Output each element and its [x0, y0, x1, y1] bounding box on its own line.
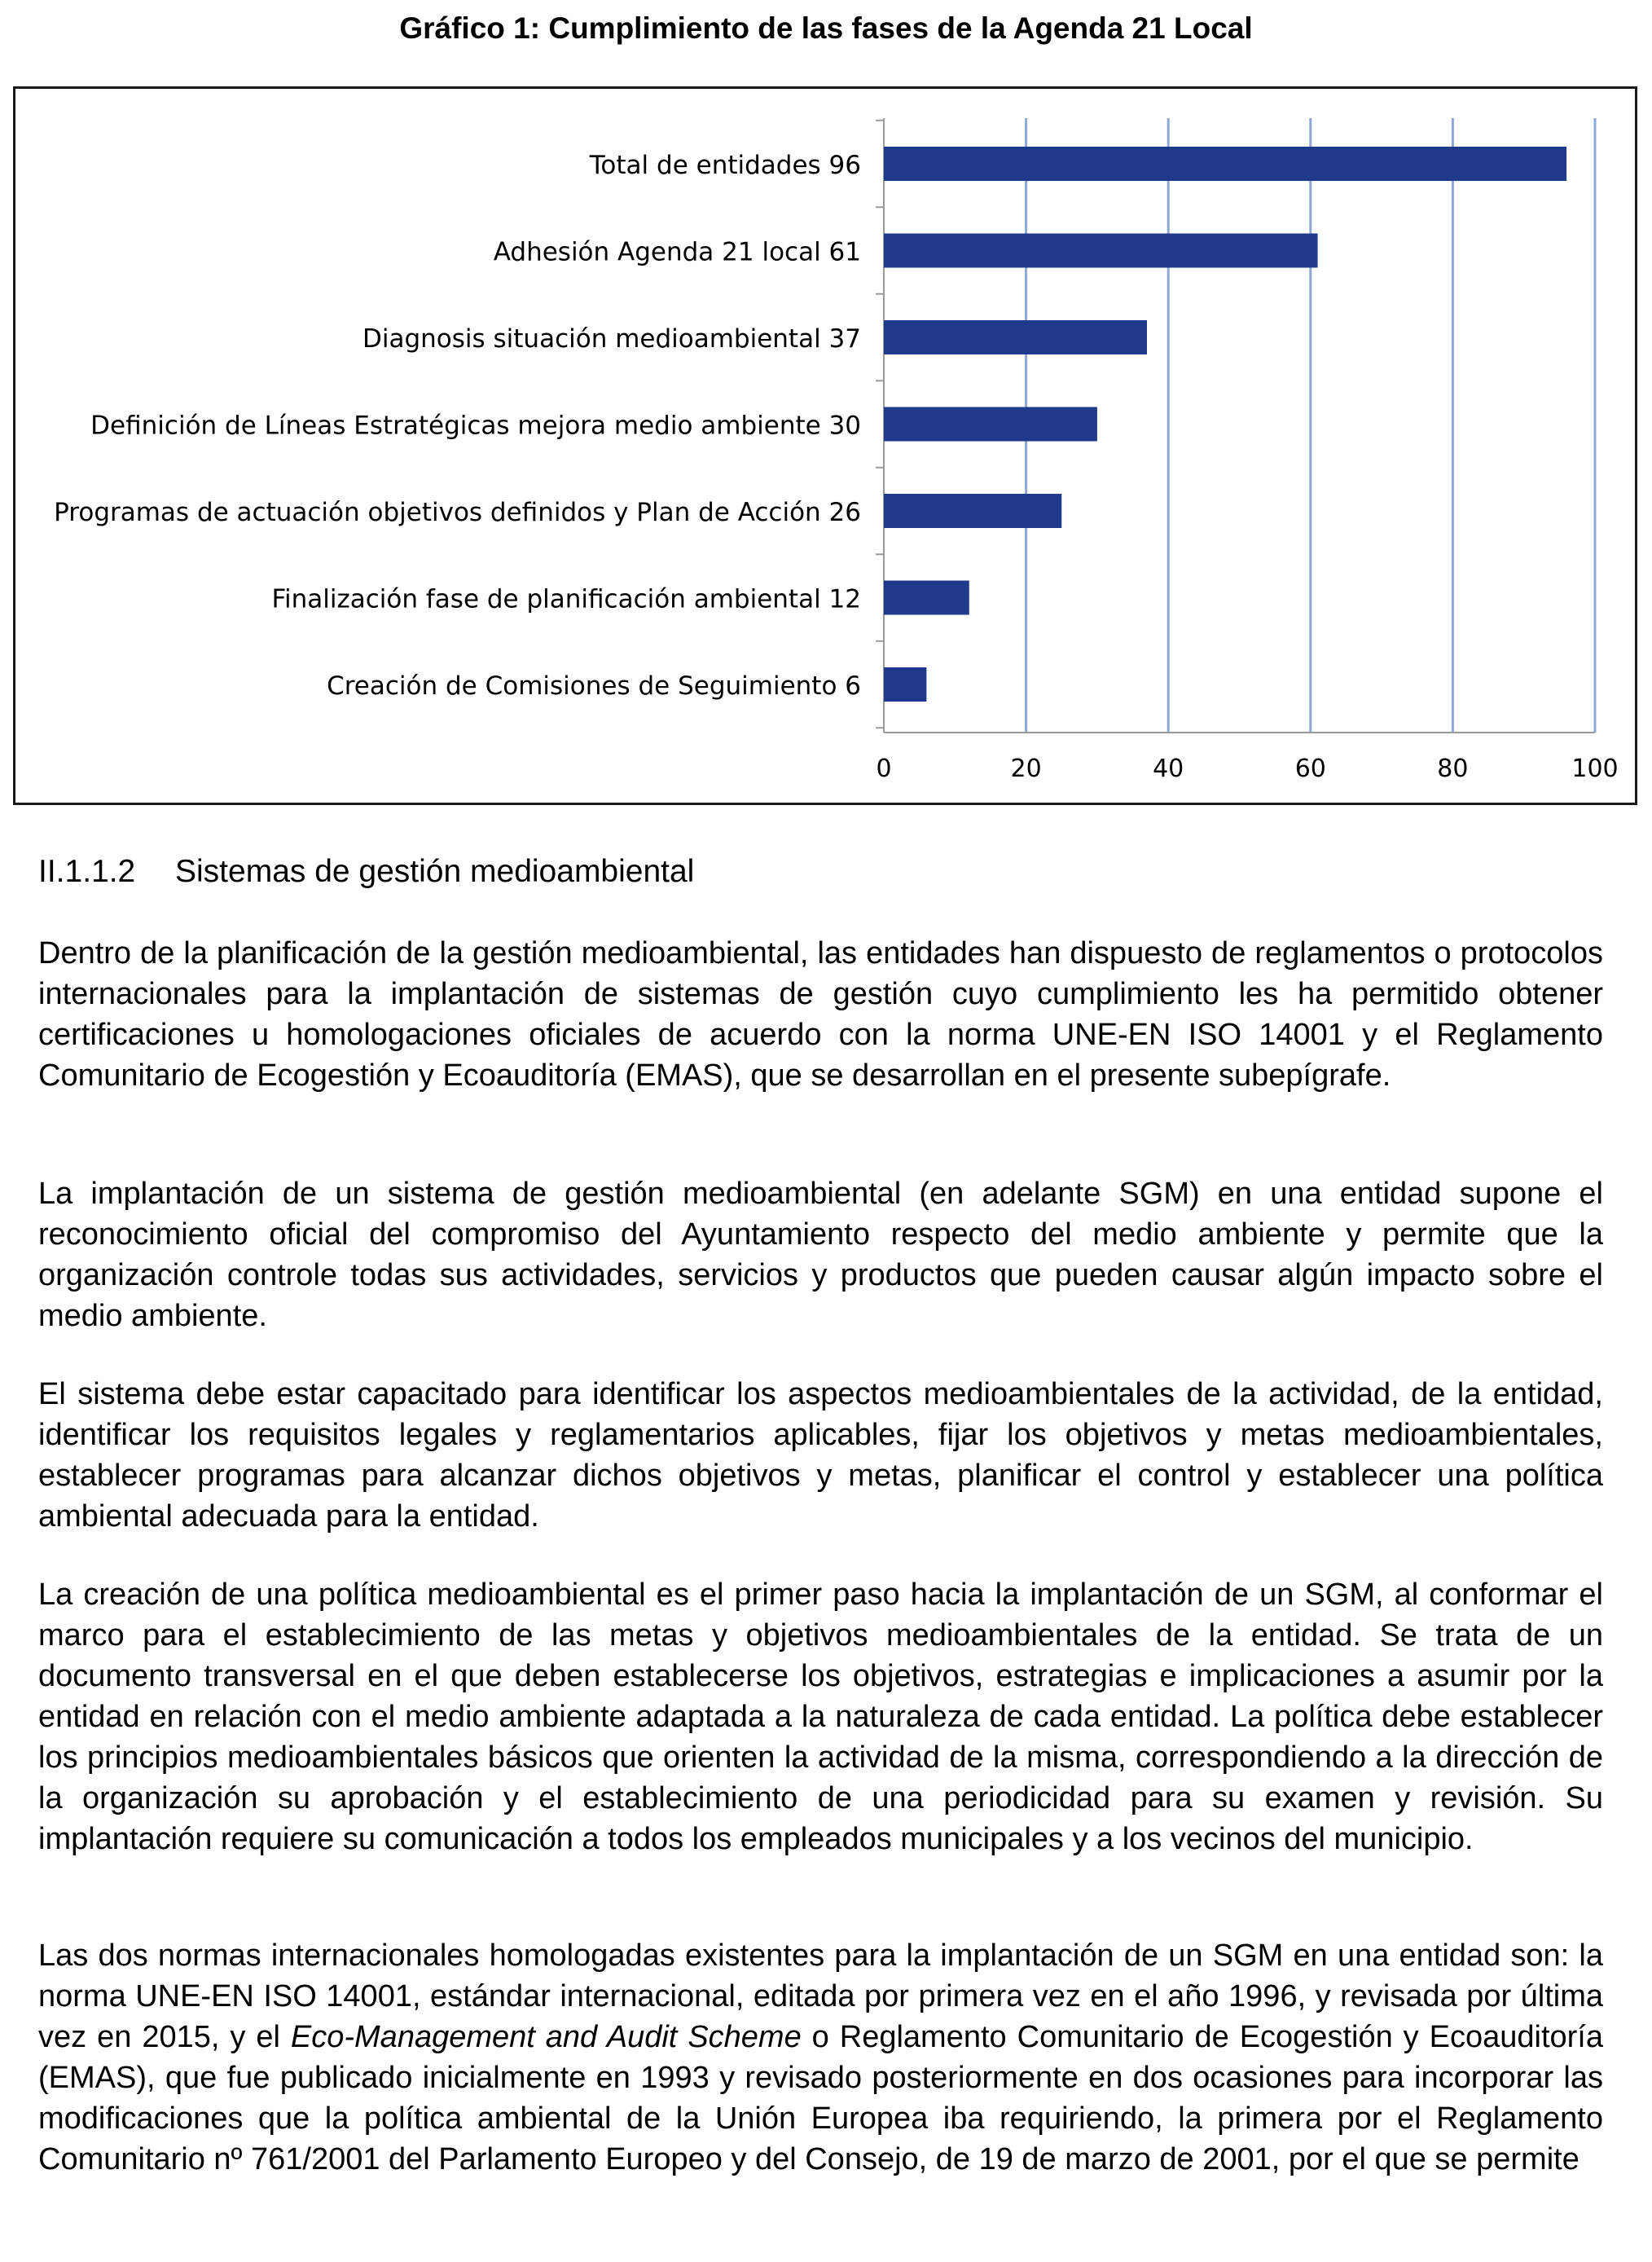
section-number: II.1.1.2 — [38, 854, 136, 889]
section-title: Sistemas de gestión medioambiental — [175, 854, 695, 889]
bar — [884, 320, 1147, 354]
bar — [884, 147, 1566, 181]
category-label: Total de entidades 96 — [589, 151, 861, 180]
bar — [884, 581, 969, 615]
paragraph-4: La creación de una política medioambiental es el primer paso hacia la implantación de un SGM, al conformar el marco para el establecimiento de las metas y objetivos medioambientales de la entidad. Se trata de un documento transversal en el que deben establecerse los objetivos, estrategias e implicaciones a asumir por la entidad en relación con el medio ambiente adaptada a la naturaleza de cada entidad. La política debe establecer los principios medioambientales básicos que orienten la actividad de la misma, correspondiendo a la dirección de la organización su aprobación y el establecimiento de una periodicidad para su examen y revisión. Su implantación requiere su comunicación a todos los empleados municipales y a los vecinos del municipio. — [38, 1578, 1603, 1856]
bar — [884, 667, 926, 702]
category-label: Adhesión Agenda 21 local 61 — [493, 237, 861, 267]
category-label: Definición de Líneas Estratégicas mejora medio ambiente 30 — [90, 411, 861, 441]
category-label: Diagnosis situación medioambiental 37 — [362, 324, 861, 354]
paragraph-3: El sistema debe estar capacitado para identificar los aspectos medioambientales de la actividad, de la entidad, identificar los requisitos legales y reglamentarios aplicables, fijar los objetivos y metas medioambientales, establecer programas para alcanzar dichos objetivos y metas, planificar el control y establecer una política ambiental adecuada para la entidad. — [38, 1377, 1603, 1534]
x-tick-label: 60 — [1294, 755, 1326, 783]
x-tick-label: 80 — [1437, 755, 1469, 783]
x-tick-label: 100 — [1571, 755, 1619, 783]
x-tick-label: 0 — [876, 755, 892, 783]
category-label: Finalización fase de planificación ambiental 12 — [271, 584, 861, 614]
paragraph-2: La implantación de un sistema de gestión medioambiental (en adelante SGM) en una entidad supone el reconocimiento oficial del compromiso del Ayuntamiento respecto del medio ambiente y permite que la organización controle todas sus actividades, servicios y productos que pueden causar algún impacto sobre el medio ambiente. — [38, 1177, 1603, 1333]
x-tick-label: 20 — [1010, 755, 1042, 783]
bar-chart — [15, 89, 1635, 803]
chart-frame — [13, 86, 1637, 805]
paragraph-5-italic: Eco-Management and Audit Scheme — [290, 2020, 802, 2054]
paragraph-5 — [38, 1935, 1603, 2180]
category-label: Creación de Comisiones de Seguimiento 6 — [327, 671, 861, 701]
x-tick-label: 40 — [1153, 755, 1184, 783]
paragraph-5-part-1: Las dos normas internacionales homologadas existentes para la implantación de un SGM en una entidad son: la norma UNE-EN ISO 14001, estándar internacional, editada por primera vez en el año 1996, y revisada por última vez en 2015, y el — [38, 1939, 1603, 2054]
paragraph-1: Dentro de la planificación de la gestión medioambiental, las entidades han dispuesto de reglamentos o protocolos internacionales para la implantación de sistemas de gestión cuyo cumplimiento les ha permitido obtener certificaciones u homologaciones oficiales de acuerdo con la norma UNE-EN ISO 14001 y el Reglamento Comunitario de Ecogestión y Ecoauditoría (EMAS), que se desarrollan en el presente subepígrafe. — [38, 936, 1603, 1093]
section-heading — [38, 854, 694, 890]
paragraph-5-part-2: o Reglamento Comunitario de Ecogestión y Ecoauditoría (EMAS), que fue publicado inicialmente en 1993 y revisado posteriormente en dos ocasiones para incorporar las modificaciones que la política ambiental de la Unión Europea iba requiriendo, la primera por el Reglamento Comunitario nº 761/2001 del Parlamento Europeo y del Consejo, de 19 de marzo de 2001, por el que se permite — [38, 2020, 1603, 2176]
bar — [884, 234, 1318, 268]
bar — [884, 407, 1097, 442]
bar — [884, 494, 1061, 528]
chart-title: Gráfico 1: Cumplimiento de las fases de la Agenda 21 Local — [399, 11, 1253, 45]
category-label: Programas de actuación objetivos definidos y Plan de Acción 26 — [54, 498, 861, 527]
